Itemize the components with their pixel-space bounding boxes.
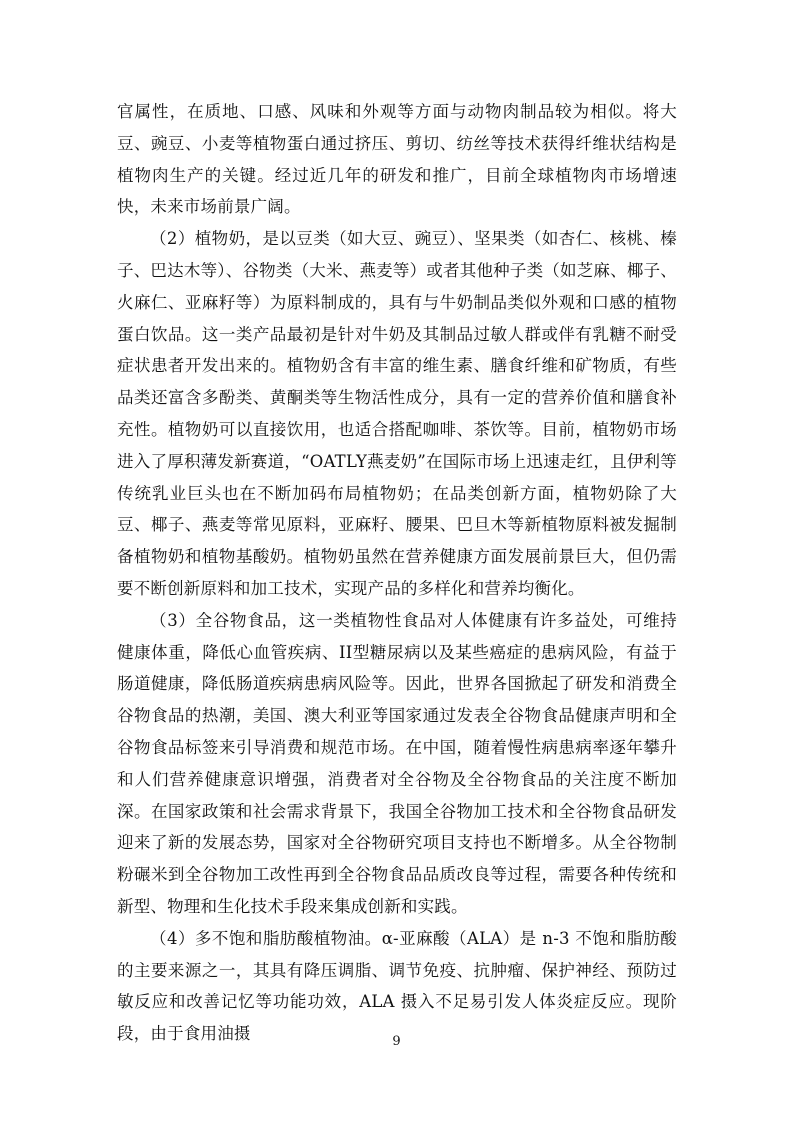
paragraph-plant-milk: （2）植物奶，是以豆类（如大豆、豌豆）、坚果类（如杏仁、核桃、榛子、巴达木等）、谷物类（大米、燕麦等）或者其他种子类（如芝麻、椰子、火麻仁、亚麻籽等）为原料制成的，具有与牛奶制品类似外观和口感的植物蛋白饮品。这一类产品最初是针对牛奶及其制品过敏人群或伴有乳糖不耐受症状患者开发出来的。植物奶含有丰富的维生素、膳食纤维和矿物质，有些品类还富含多酚类、黄酮类等生物活性成分，具有一定的营养价值和膳食补充性。植物奶可以直接饮用，也适合搭配咖啡、茶饮等。目前，植物奶市场进入了厚积薄发新赛道，“OATLY燕麦奶”在国际市场上迅速走红，且伊利等传统乳业巨头也在不断加码布局植物奶；在品类创新方面，植物奶除了大豆、椰子、燕麦等常见原料，亚麻籽、腰果、巴旦木等新植物原料被发掘制备植物奶和植物基酸奶。植物奶虽然在营养健康方面发展前景巨大，但仍需要不断创新原料和加工技术，实现产品的多样化和营养均衡化。 [117,229,677,598]
paragraph-whole-grain: （3）全谷物食品，这一类植物性食品对人体健康有许多益处，可维持健康体重，降低心血管疾病、II型糖尿病以及某些癌症的患病风险，有益于肠道健康，降低肠道疾病患病风险等。因此，世界各国掀起了研发和消费全谷物食品的热潮，美国、澳大利亚等国家通过发表全谷物食品健康声明和全谷物食品标签来引导消费和规范市场。在中国，随着慢性病患病率逐年攀升和人们营养健康意识增强，消费者对全谷物及全谷物食品的关注度不断加深。在国家政策和社会需求背景下，我国全谷物加工技术和全谷物食品研发迎来了新的发展态势，国家对全谷物研究项目支持也不断增多。从全谷物制粉碾米到全谷物加工改性再到全谷物食品品质改良等过程，需要各种传统和新型、物理和生化技术手段来集成创新和实践。 [117,610,677,916]
paragraph-pufa-oil: （4）多不饱和脂肪酸植物油。α-亚麻酸（ALA）是 n-3 不饱和脂肪酸的主要来源之一，其具有降压调脂、调节免疫、抗肿瘤、保护神经、预防过敏反应和改善记忆等功能功效，ALA 摄入不足易引发人体炎症反应。现阶段，由于食用油摄 [117,928,677,1044]
body-text [117,96,677,1050]
page-number: 9 [392,1034,401,1049]
paragraph-plant-meat-continued: 官属性，在质地、口感、风味和外观等方面与动物肉制品较为相似。将大豆、豌豆、小麦等植物蛋白通过挤压、剪切、纺丝等技术获得纤维状结构是植物肉生产的关键。经过近几年的研发和推广，目前全球植物肉市场增速快，未来市场前景广阔。 [117,102,677,217]
